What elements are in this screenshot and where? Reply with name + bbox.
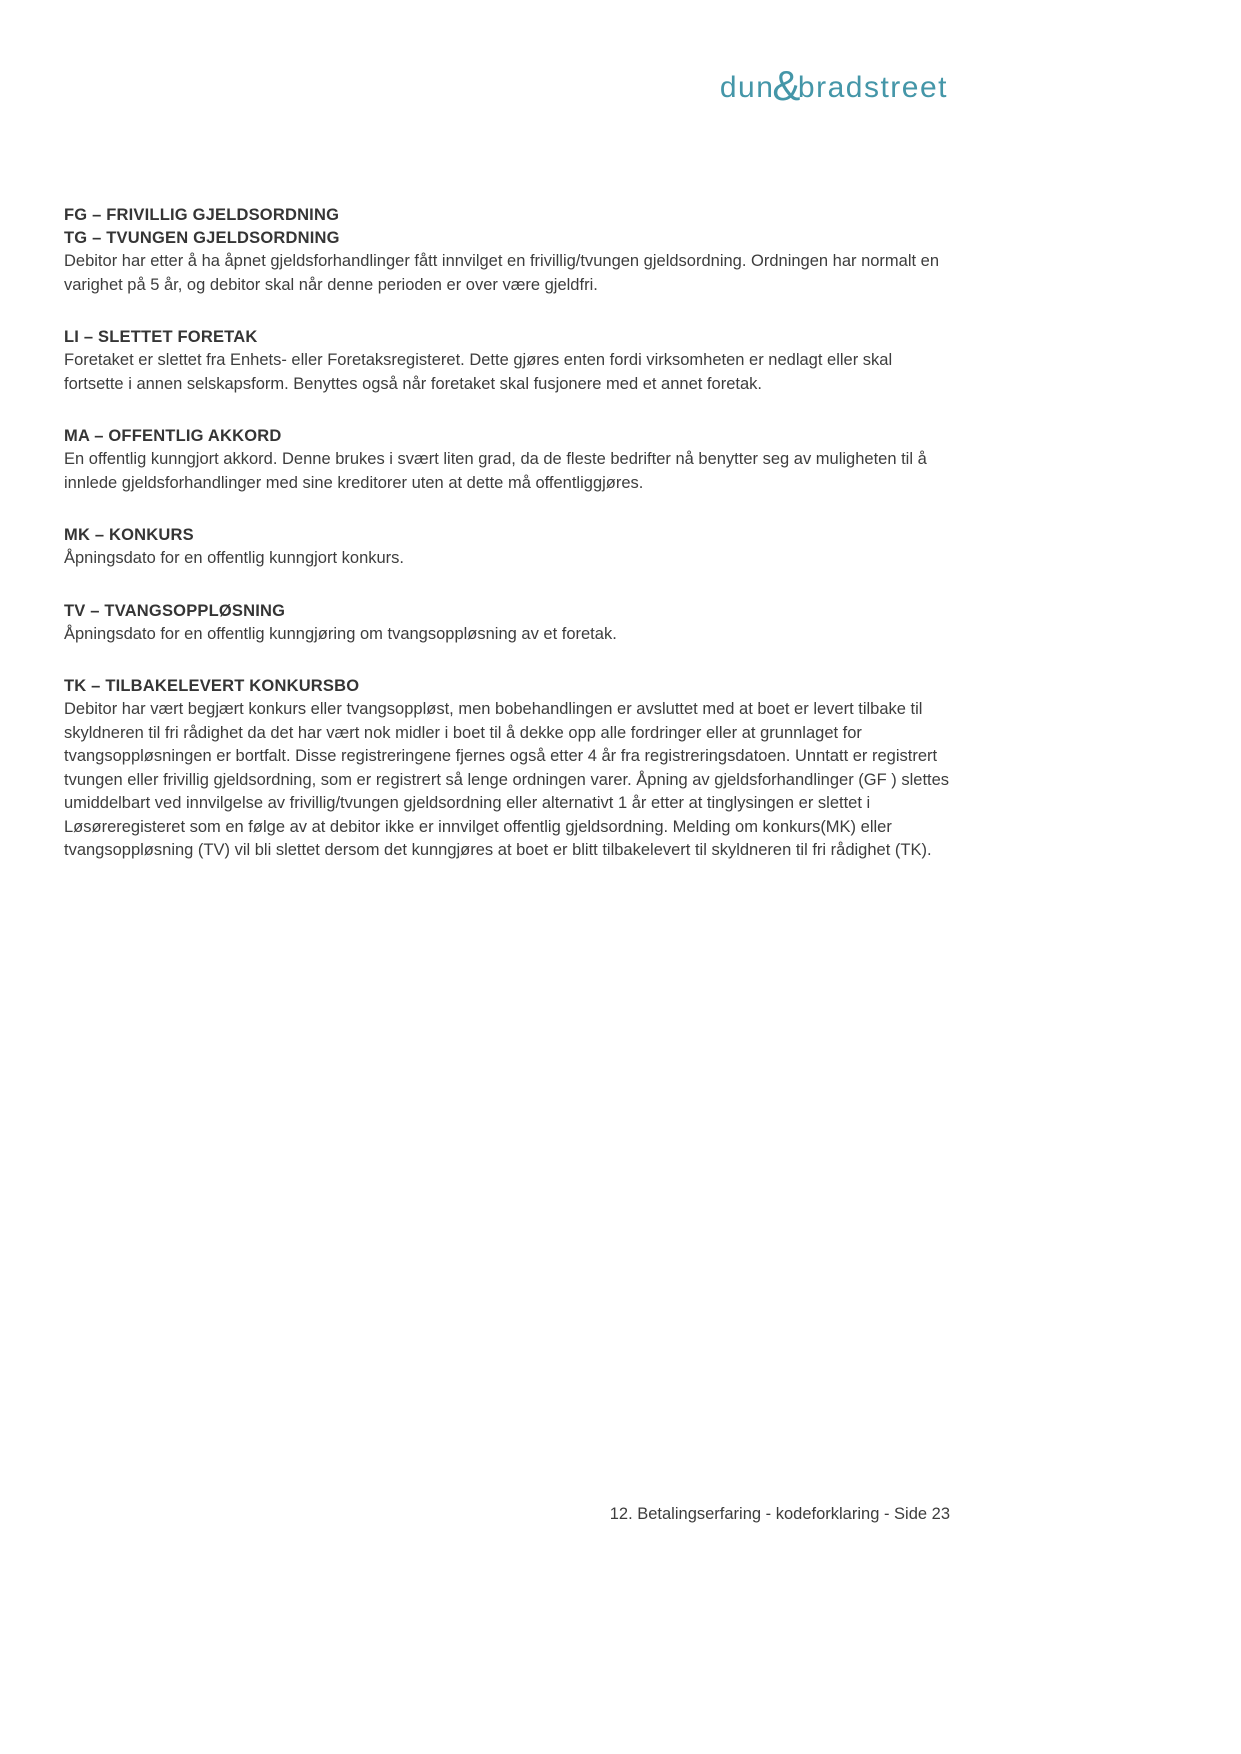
section-fg-tg bbox=[64, 204, 950, 297]
section-heading: MA – OFFENTLIG AKKORD bbox=[64, 427, 282, 445]
section-heading: TV – TVANGSOPPLØSNING bbox=[64, 601, 286, 620]
logo-text-bradstreet: bradstreet bbox=[797, 71, 948, 104]
section-heading: LI – SLETTET FORETAK bbox=[64, 328, 258, 346]
logo-ampersand-icon: & bbox=[772, 62, 802, 109]
section-heading: TK – TILBAKELEVERT KONKURSBO bbox=[64, 677, 360, 695]
section-ma bbox=[64, 425, 950, 495]
dun-bradstreet-logo bbox=[719, 62, 948, 109]
section-body: Debitor har vært begjært konkurs eller tvangsoppløst, men bobehandlingen er avsluttet med at boet er levert tilbake til skyldneren til fri rådighet da det har vært nok midler i boet til å dekke opp alle fordringer eller at grunnlaget for tvangsoppløsningen er bortfalt. Disse registreringene fjernes også etter 4 år fra registreringsdatoen. Unntatt er registrert tvungen eller frivillig gjeldsordning, som er registrert så lenge ordningen varer. Åpning av gjeldsforhandlinger (GF ) slettes umiddelbart ved innvilgelse av frivillig/tvungen gjeldsordning eller alternativt 1 år etter at tinglysingen er slettet i Løsøreregisteret som en følge av at debitor ikke er innvilget offentlig gjeldsordning. Melding om konkurs(MK) eller tvangsoppløsning (TV) vil bli slettet dersom det kunngjøres at boet er blitt tilbakelevert til skyldneren til fri rådighet (TK). bbox=[64, 700, 950, 859]
section-body: Åpningsdato for en offentlig kunngjort konkurs. bbox=[64, 549, 404, 567]
section-tv bbox=[64, 600, 950, 647]
page-footer bbox=[64, 1505, 950, 1524]
section-body: Foretaket er slettet fra Enhets- eller Foretaksregisteret. Dette gjøres enten fordi virksomheten er nedlagt eller skal fortsette i annen selskapsform. Benyttes også når foretaket skal fusjonere med et annet foretak. bbox=[64, 351, 893, 393]
footer-text: 12. Betalingserfaring - kodeforklaring - Side 23 bbox=[609, 1505, 950, 1523]
logo-text-dun: dun bbox=[719, 71, 775, 104]
section-tk bbox=[64, 675, 950, 863]
document-body bbox=[64, 204, 950, 892]
section-body: Åpningsdato for en offentlig kunngjøring om tvangsoppløsning av et foretak. bbox=[64, 624, 617, 643]
section-heading: TG – TVUNGEN GJELDSORDNING bbox=[64, 229, 340, 247]
section-heading: FG – FRIVILLIG GJELDSORDNING bbox=[64, 206, 340, 224]
section-li bbox=[64, 326, 950, 396]
section-body: En offentlig kunngjort akkord. Denne brukes i svært liten grad, da de fleste bedrifter nå benytter seg av muligheten til å innlede gjeldsforhandlinger med sine kreditorer uten at dette må offentliggjøres. bbox=[64, 450, 927, 492]
section-body: Debitor har etter å ha åpnet gjeldsforhandlinger fått innvilget en frivillig/tvungen gjeldsordning. Ordningen har normalt en varighet på 5 år, og debitor skal når denne perioden er over være gjeldfri. bbox=[64, 252, 940, 294]
section-mk bbox=[64, 524, 950, 571]
section-heading: MK – KONKURS bbox=[64, 526, 194, 544]
